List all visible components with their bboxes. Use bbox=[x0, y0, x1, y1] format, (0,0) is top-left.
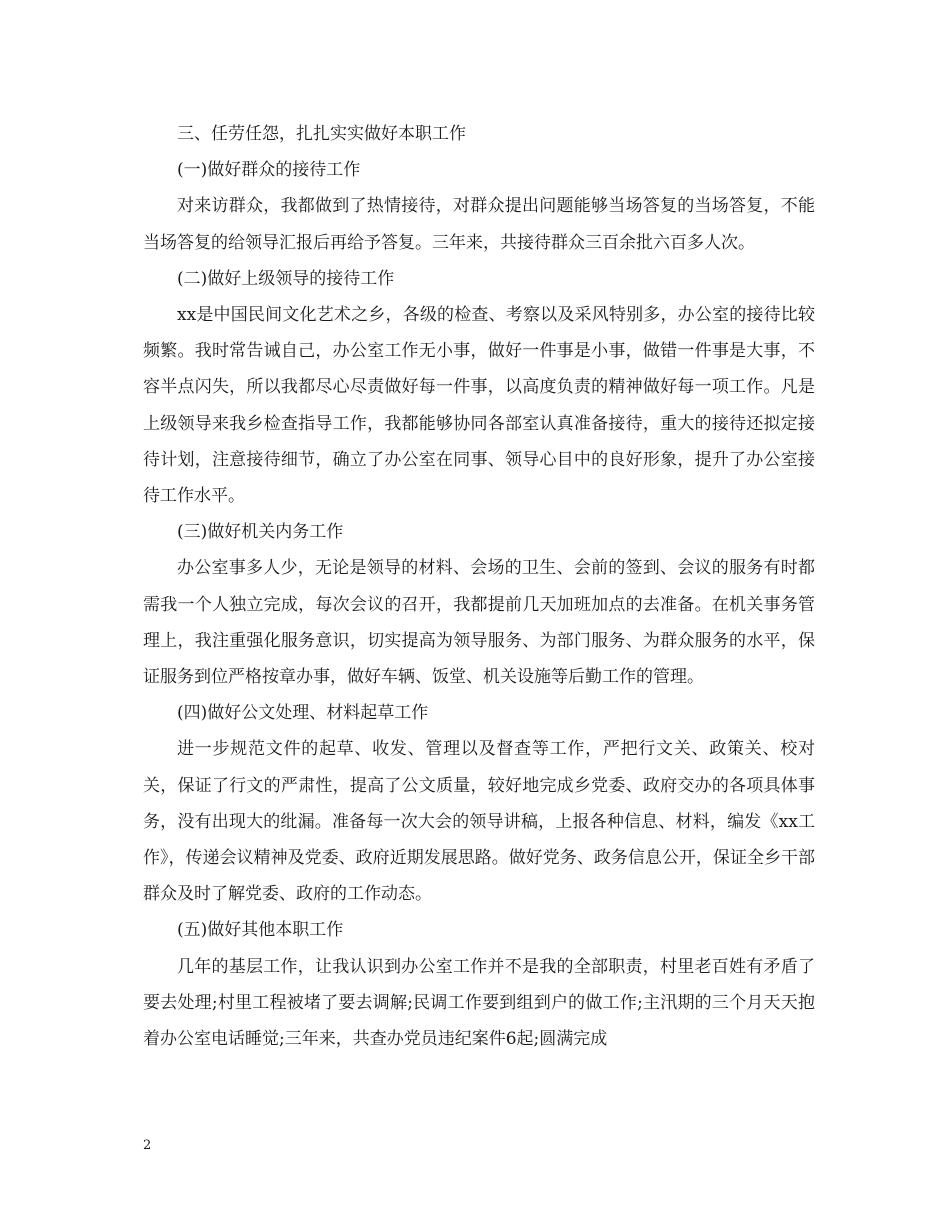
section-heading: 三、任劳任怨，扎扎实实做好本职工作 bbox=[177, 124, 466, 144]
body-paragraph: 办公室事多人少，无论是领导的材料、会场的卫生、会前的签到、会议的服务有时都需我一个人独立完成，每次会议的召开，我都提前几天加班加点的去准备。在机关事务管理上，我注重强化服务意识，切实提高为领导服务、为部门服务、为群众服务的水平，保证服务到位严格按章办事，做好车辆、饭堂、机关设施等后勤工作的管理。 bbox=[143, 558, 815, 688]
subsection-heading: (三)做好机关内务工作 bbox=[177, 522, 344, 543]
body-paragraph: 几年的基层工作，让我认识到办公室工作并不是我的全部职责，村里老百姓有矛盾了要去处理;村里工程被堵了要去调解;民调工作要到组到户的做工作;主汛期的三个月天天抱着办公室电话睡觉;三年来，共查办党员违纪案件6起;圆满完成 bbox=[143, 956, 815, 1050]
subsection-heading: (二)做好上级领导的接待工作 bbox=[177, 268, 395, 289]
subsection-heading: (一)做好群众的接待工作 bbox=[177, 160, 361, 181]
body-paragraph: xx是中国民间文化艺术之乡，各级的检查、考察以及采风特别多，办公室的接待比较频繁。我时常告诫自己，办公室工作无小事，做好一件事是小事，做错一件事是大事，不容半点闪失，所以我都尽心尽责做好每一件事，以高度负责的精神做好每一项工作。凡是上级领导来我乡检查指导工作，我都能够协同各部室认真准备接待，重大的接待还拟定接待计划，注意接待细节，确立了办公室在同事、领导心目中的良好形象，提升了办公室接待工作水平。 bbox=[143, 305, 815, 507]
body-paragraph: 对来访群众，我都做到了热情接待，对群众提出问题能够当场答复的当场答复，不能当场答复的给领导汇报后再给予答复。三年来，共接待群众三百余批六百多人次。 bbox=[143, 196, 815, 253]
document-body bbox=[143, 116, 815, 1057]
subsection-heading: (四)做好公文处理、材料起草工作 bbox=[177, 703, 429, 724]
body-paragraph: 进一步规范文件的起草、收发、管理以及督查等工作，严把行文关、政策关、校对关，保证了行文的严肃性，提高了公文质量，较好地完成乡党委、政府交办的各项具体事务，没有出现大的纰漏。准备每一次大会的领导讲稿，上报各种信息、材料，编发《xx工作》，传递会议精神及党委、政府近期发展思路。做好党务、政务信息公开，保证全乡干部群众及时了解党委、政府的工作动态。 bbox=[143, 739, 815, 905]
page-number: 2 bbox=[143, 1138, 152, 1153]
subsection-heading: (五)做好其他本职工作 bbox=[177, 920, 344, 941]
